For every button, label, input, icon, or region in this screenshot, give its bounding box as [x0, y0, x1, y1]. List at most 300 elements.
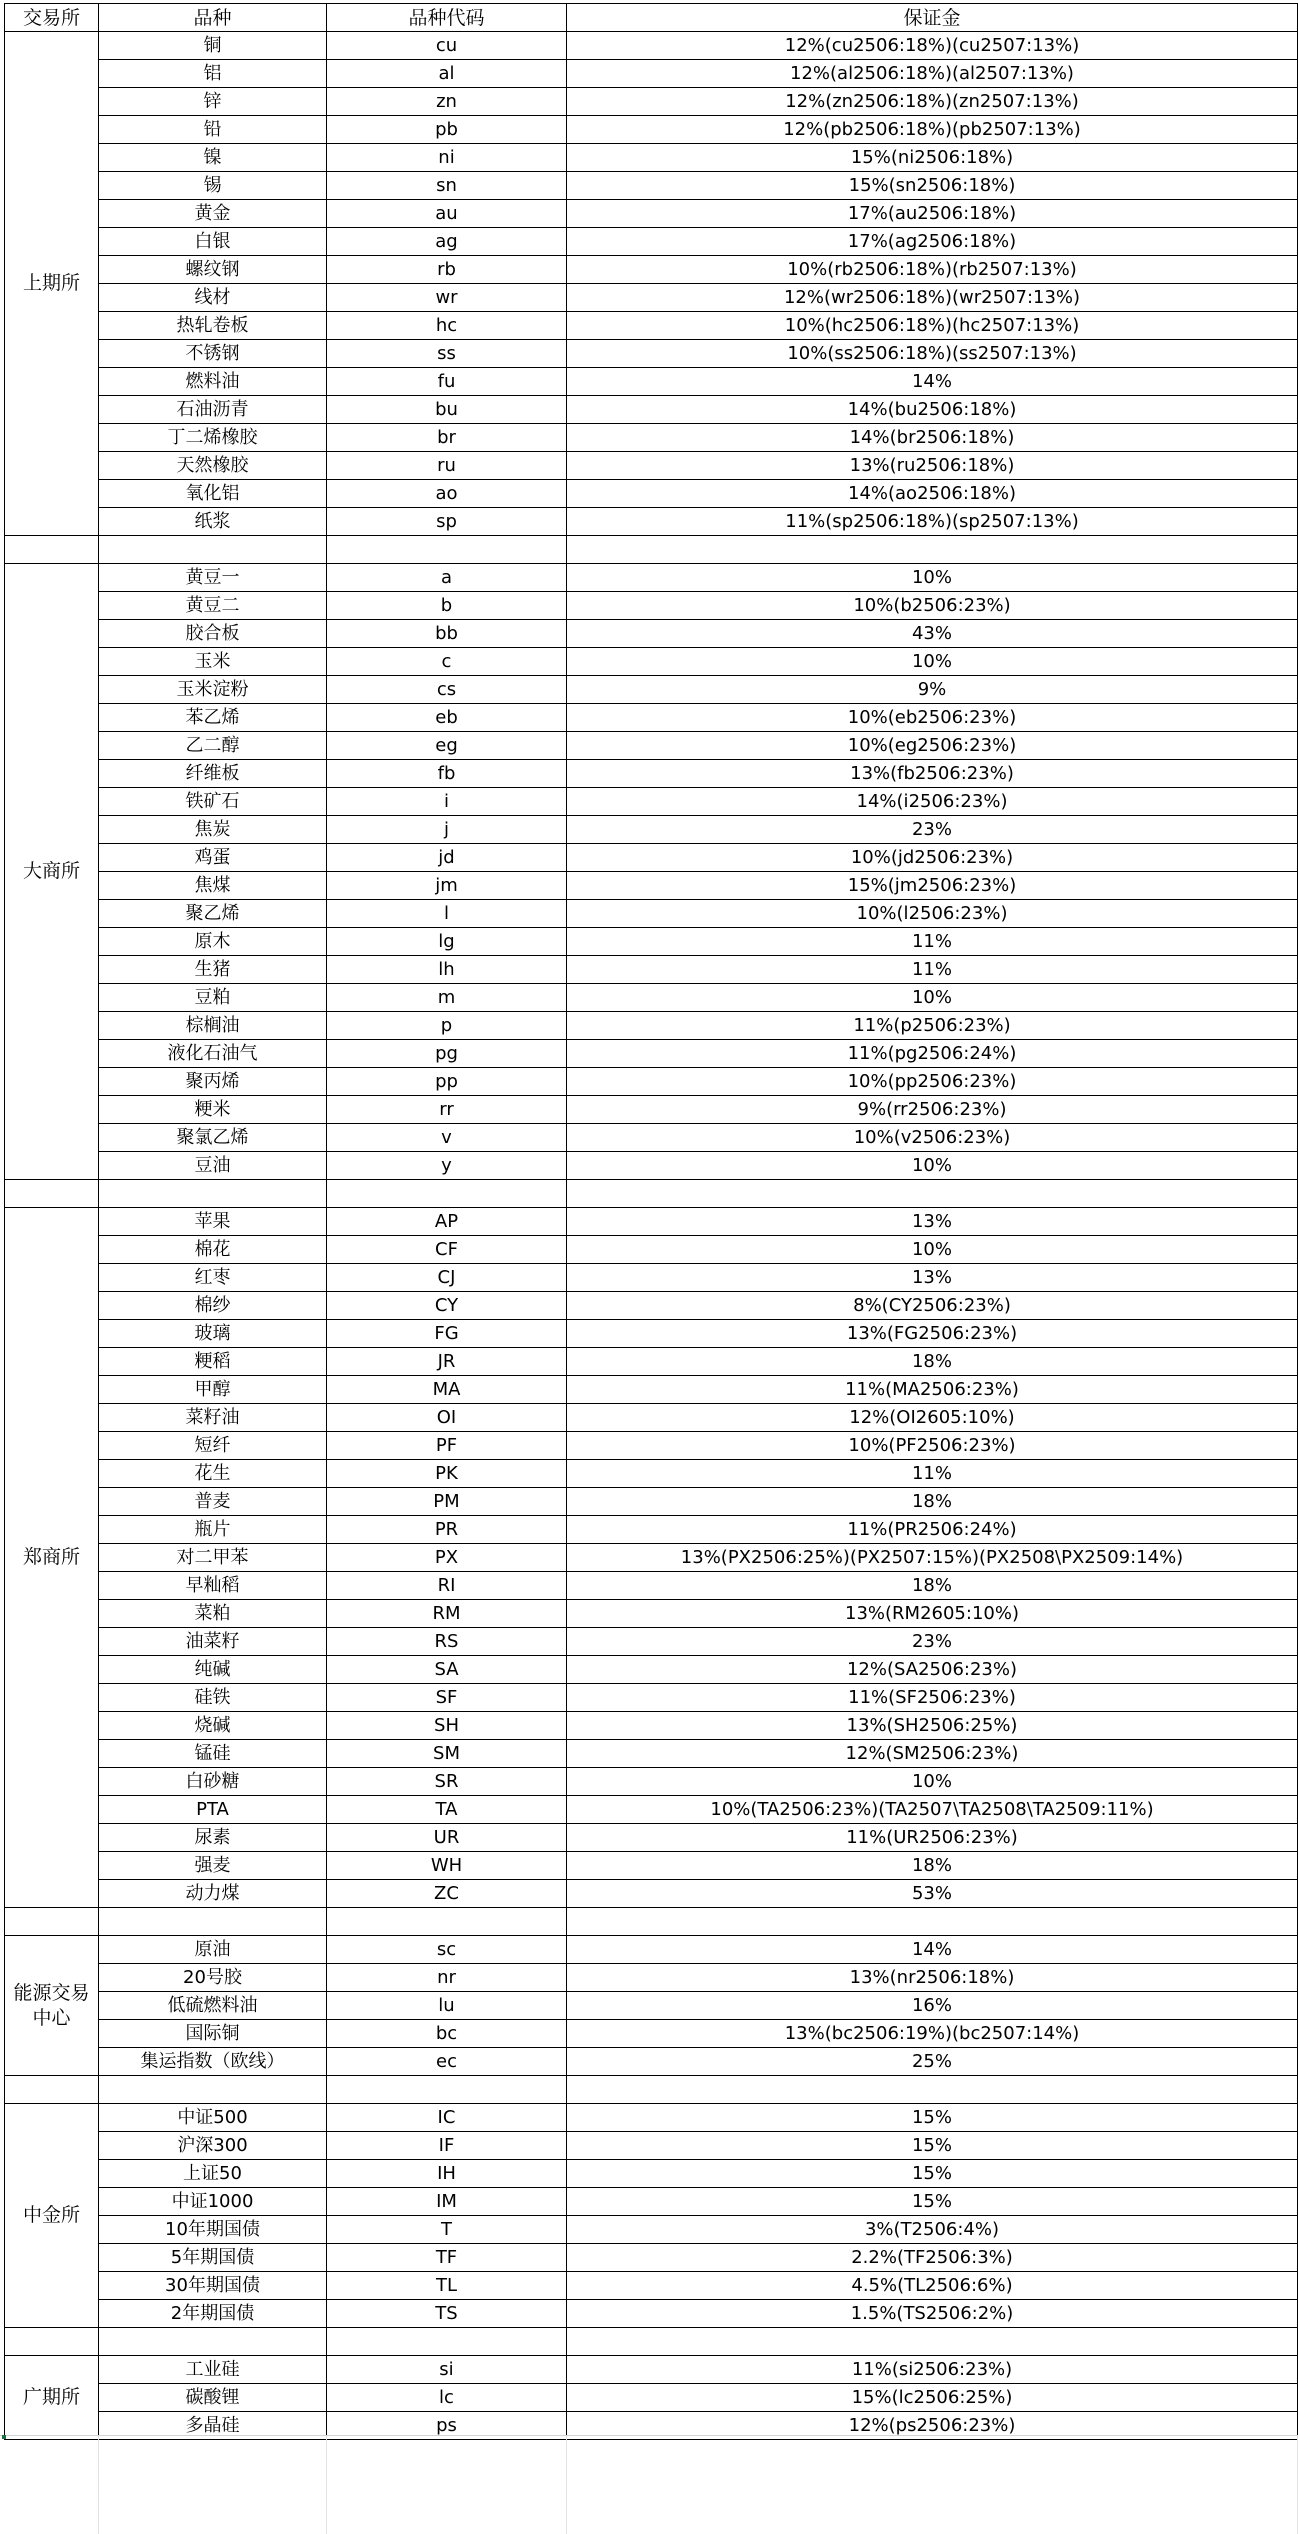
product-name-cell[interactable]: 短纤 [99, 1432, 327, 1460]
product-code-cell[interactable]: l [327, 900, 567, 928]
product-name-cell[interactable]: 豆粕 [99, 984, 327, 1012]
margin-cell[interactable]: 15%(sn2506:18%) [567, 172, 1298, 200]
margin-cell[interactable]: 11%(si2506:23%) [567, 2356, 1298, 2384]
margin-cell[interactable]: 10%(b2506:23%) [567, 592, 1298, 620]
table-row [5, 928, 1298, 956]
product-code-cell[interactable]: p [327, 1012, 567, 1040]
margin-cell[interactable]: 17%(ag2506:18%) [567, 228, 1298, 256]
margin-cell[interactable]: 14% [567, 1936, 1298, 1964]
product-name-cell[interactable]: 玻璃 [99, 1320, 327, 1348]
margin-cell[interactable]: 10%(l2506:23%) [567, 900, 1298, 928]
product-code-cell[interactable]: pb [327, 116, 567, 144]
product-code-cell[interactable]: hc [327, 312, 567, 340]
product-code-cell[interactable]: MA [327, 1376, 567, 1404]
product-code-cell[interactable]: lg [327, 928, 567, 956]
margin-cell[interactable]: 13%(nr2506:18%) [567, 1964, 1298, 1992]
product-name-cell[interactable]: 燃料油 [99, 368, 327, 396]
product-code-cell[interactable]: ss [327, 340, 567, 368]
product-code-cell[interactable]: TF [327, 2244, 567, 2272]
margin-cell[interactable]: 12%(zn2506:18%)(zn2507:13%) [567, 88, 1298, 116]
margin-cell[interactable]: 10%(jd2506:23%) [567, 844, 1298, 872]
margin-cell[interactable]: 1.5%(TS2506:2%) [567, 2300, 1298, 2328]
margin-cell[interactable]: 18% [567, 1488, 1298, 1516]
product-name-cell[interactable]: 鸡蛋 [99, 844, 327, 872]
product-code-cell[interactable]: si [327, 2356, 567, 2384]
product-code-cell[interactable]: ag [327, 228, 567, 256]
product-name-cell[interactable]: 甲醇 [99, 1376, 327, 1404]
product-code-cell[interactable]: y [327, 1152, 567, 1180]
margin-cell[interactable]: 10%(pp2506:23%) [567, 1068, 1298, 1096]
margin-cell[interactable]: 10% [567, 1768, 1298, 1796]
margin-cell[interactable]: 13%(SH2506:25%) [567, 1712, 1298, 1740]
product-name-cell[interactable]: 黄豆二 [99, 592, 327, 620]
margin-cell[interactable]: 10%(eg2506:23%) [567, 732, 1298, 760]
product-name-cell[interactable]: 低硫燃料油 [99, 1992, 327, 2020]
product-name-cell[interactable]: 不锈钢 [99, 340, 327, 368]
table-row [5, 1852, 1298, 1880]
product-name-cell[interactable]: 线材 [99, 284, 327, 312]
table-row [5, 2300, 1298, 2328]
margin-cell[interactable]: 10%(TA2506:23%)(TA2507\TA2508\TA2509:11%) [567, 1796, 1298, 1824]
product-code-cell[interactable]: a [327, 564, 567, 592]
product-code-cell[interactable]: ps [327, 2412, 567, 2440]
empty-cell[interactable] [99, 1180, 327, 1208]
table-row [5, 788, 1298, 816]
product-name-cell[interactable]: 2年期国债 [99, 2300, 327, 2328]
margin-cell[interactable]: 13%(FG2506:23%) [567, 1320, 1298, 1348]
margin-cell[interactable]: 15% [567, 2188, 1298, 2216]
margin-cell[interactable]: 18% [567, 1348, 1298, 1376]
product-name-cell[interactable]: 中证500 [99, 2104, 327, 2132]
exchange-cell[interactable]: 大商所 [5, 564, 99, 1180]
product-code-cell[interactable]: wr [327, 284, 567, 312]
product-name-cell[interactable]: 硅铁 [99, 1684, 327, 1712]
margin-cell[interactable]: 10%(ss2506:18%)(ss2507:13%) [567, 340, 1298, 368]
product-code-cell[interactable]: AP [327, 1208, 567, 1236]
margin-cell[interactable]: 10%(eb2506:23%) [567, 704, 1298, 732]
table-row [5, 1964, 1298, 1992]
product-code-cell[interactable]: cs [327, 676, 567, 704]
table-row [5, 1796, 1298, 1824]
product-code-cell[interactable]: IM [327, 2188, 567, 2216]
product-code-cell[interactable]: lh [327, 956, 567, 984]
margin-cell[interactable]: 14% [567, 368, 1298, 396]
product-name-cell[interactable]: 苯乙烯 [99, 704, 327, 732]
margin-cell[interactable]: 15%(ni2506:18%) [567, 144, 1298, 172]
margin-cell[interactable]: 16% [567, 1992, 1298, 2020]
empty-cell[interactable] [567, 536, 1298, 564]
product-code-cell[interactable]: PM [327, 1488, 567, 1516]
product-name-cell[interactable]: 多晶硅 [99, 2412, 327, 2440]
product-code-cell[interactable]: CY [327, 1292, 567, 1320]
product-name-cell[interactable]: 玉米 [99, 648, 327, 676]
product-code-cell[interactable]: jd [327, 844, 567, 872]
margin-cell[interactable]: 11%(SF2506:23%) [567, 1684, 1298, 1712]
margin-cell[interactable]: 14%(bu2506:18%) [567, 396, 1298, 424]
product-name-cell[interactable]: 早籼稻 [99, 1572, 327, 1600]
table-row [5, 1992, 1298, 2020]
product-name-cell[interactable]: 红枣 [99, 1264, 327, 1292]
product-code-cell[interactable]: T [327, 2216, 567, 2244]
margin-cell[interactable]: 15% [567, 2132, 1298, 2160]
product-name-cell[interactable]: 普麦 [99, 1488, 327, 1516]
product-name-cell[interactable]: 焦煤 [99, 872, 327, 900]
exchange-cell[interactable]: 能源交易中心 [5, 1936, 99, 2076]
empty-cell[interactable] [5, 536, 99, 564]
margin-cell[interactable]: 11%(PR2506:24%) [567, 1516, 1298, 1544]
margin-cell[interactable]: 14%(i2506:23%) [567, 788, 1298, 816]
header-margin[interactable]: 保证金 [567, 4, 1298, 32]
product-code-cell[interactable]: j [327, 816, 567, 844]
empty-cell[interactable] [5, 2328, 99, 2356]
margin-cell[interactable]: 11%(pg2506:24%) [567, 1040, 1298, 1068]
product-code-cell[interactable]: eg [327, 732, 567, 760]
product-name-cell[interactable]: 瓶片 [99, 1516, 327, 1544]
product-name-cell[interactable]: 碳酸锂 [99, 2384, 327, 2412]
product-code-cell[interactable]: SA [327, 1656, 567, 1684]
product-name-cell[interactable]: 天然橡胶 [99, 452, 327, 480]
margin-cell[interactable]: 12%(SM2506:23%) [567, 1740, 1298, 1768]
empty-cell[interactable] [567, 1908, 1298, 1936]
margin-cell[interactable]: 10% [567, 1152, 1298, 1180]
margin-cell[interactable]: 11%(p2506:23%) [567, 1012, 1298, 1040]
margin-cell[interactable]: 10% [567, 1236, 1298, 1264]
product-name-cell[interactable]: 原木 [99, 928, 327, 956]
margin-cell[interactable]: 3%(T2506:4%) [567, 2216, 1298, 2244]
product-code-cell[interactable]: ec [327, 2048, 567, 2076]
product-name-cell[interactable]: 20号胶 [99, 1964, 327, 1992]
product-name-cell[interactable]: 白砂糖 [99, 1768, 327, 1796]
product-code-cell[interactable]: eb [327, 704, 567, 732]
table-row [5, 1600, 1298, 1628]
margin-cell[interactable]: 12%(wr2506:18%)(wr2507:13%) [567, 284, 1298, 312]
cell-cursor-marker [2, 2435, 6, 2439]
margin-cell[interactable]: 12%(ps2506:23%) [567, 2412, 1298, 2440]
product-code-cell[interactable]: SF [327, 1684, 567, 1712]
product-code-cell[interactable]: sn [327, 172, 567, 200]
margin-cell[interactable]: 23% [567, 816, 1298, 844]
product-code-cell[interactable]: TS [327, 2300, 567, 2328]
product-name-cell[interactable]: 氧化铝 [99, 480, 327, 508]
product-code-cell[interactable]: lc [327, 2384, 567, 2412]
product-name-cell[interactable]: 丁二烯橡胶 [99, 424, 327, 452]
margin-cell[interactable]: 10%(PF2506:23%) [567, 1432, 1298, 1460]
exchange-cell[interactable]: 郑商所 [5, 1208, 99, 1908]
table-row [5, 172, 1298, 200]
product-code-cell[interactable]: WH [327, 1852, 567, 1880]
product-code-cell[interactable]: SH [327, 1712, 567, 1740]
product-code-cell[interactable]: c [327, 648, 567, 676]
table-row [5, 1376, 1298, 1404]
product-code-cell[interactable]: v [327, 1124, 567, 1152]
product-code-cell[interactable]: JR [327, 1348, 567, 1376]
exchange-cell[interactable]: 广期所 [5, 2356, 99, 2440]
table-row [5, 1292, 1298, 1320]
product-code-cell[interactable]: RI [327, 1572, 567, 1600]
empty-cell[interactable] [327, 1180, 567, 1208]
product-name-cell[interactable]: 中证1000 [99, 2188, 327, 2216]
product-name-cell[interactable]: 棉纱 [99, 1292, 327, 1320]
table-row [5, 1684, 1298, 1712]
margin-cell[interactable]: 13% [567, 1264, 1298, 1292]
margin-cell[interactable]: 11% [567, 956, 1298, 984]
product-name-cell[interactable]: 铜 [99, 32, 327, 60]
product-code-cell[interactable]: SR [327, 1768, 567, 1796]
product-code-cell[interactable]: TL [327, 2272, 567, 2300]
product-name-cell[interactable]: 粳米 [99, 1096, 327, 1124]
product-code-cell[interactable]: ZC [327, 1880, 567, 1908]
margin-table [4, 3, 1298, 2440]
product-name-cell[interactable]: 黄豆一 [99, 564, 327, 592]
margin-cell[interactable]: 14%(ao2506:18%) [567, 480, 1298, 508]
product-name-cell[interactable]: 烧碱 [99, 1712, 327, 1740]
product-name-cell[interactable]: 铁矿石 [99, 788, 327, 816]
empty-sheet-area[interactable] [0, 2435, 1298, 2534]
product-name-cell[interactable]: 纸浆 [99, 508, 327, 536]
empty-cell[interactable] [99, 2328, 327, 2356]
product-name-cell[interactable]: 乙二醇 [99, 732, 327, 760]
margin-cell[interactable]: 11%(sp2506:18%)(sp2507:13%) [567, 508, 1298, 536]
product-name-cell[interactable]: 5年期国债 [99, 2244, 327, 2272]
header-exchange[interactable]: 交易所 [5, 4, 99, 32]
product-code-cell[interactable]: i [327, 788, 567, 816]
margin-cell[interactable]: 13%(fb2506:23%) [567, 760, 1298, 788]
product-name-cell[interactable]: 白银 [99, 228, 327, 256]
margin-cell[interactable]: 53% [567, 1880, 1298, 1908]
product-code-cell[interactable]: br [327, 424, 567, 452]
margin-cell[interactable]: 14%(br2506:18%) [567, 424, 1298, 452]
product-code-cell[interactable]: PR [327, 1516, 567, 1544]
margin-cell[interactable]: 4.5%(TL2506:6%) [567, 2272, 1298, 2300]
empty-cell[interactable] [99, 1908, 327, 1936]
margin-cell[interactable]: 10% [567, 648, 1298, 676]
product-name-cell[interactable]: 胶合板 [99, 620, 327, 648]
product-name-cell[interactable]: 聚氯乙烯 [99, 1124, 327, 1152]
margin-cell[interactable]: 11%(UR2506:23%) [567, 1824, 1298, 1852]
margin-cell[interactable]: 23% [567, 1628, 1298, 1656]
product-code-cell[interactable]: RS [327, 1628, 567, 1656]
margin-cell[interactable]: 9%(rr2506:23%) [567, 1096, 1298, 1124]
product-name-cell[interactable]: 锰硅 [99, 1740, 327, 1768]
table-row [5, 200, 1298, 228]
product-name-cell[interactable]: 锌 [99, 88, 327, 116]
empty-cell[interactable] [99, 2076, 327, 2104]
product-code-cell[interactable]: CJ [327, 1264, 567, 1292]
margin-cell[interactable]: 12%(OI2605:10%) [567, 1404, 1298, 1432]
table-row [5, 1712, 1298, 1740]
exchange-cell[interactable]: 上期所 [5, 32, 99, 536]
margin-cell[interactable]: 15% [567, 2160, 1298, 2188]
empty-cell[interactable] [5, 1180, 99, 1208]
product-name-cell[interactable]: 聚丙烯 [99, 1068, 327, 1096]
empty-cell[interactable] [327, 1908, 567, 1936]
product-code-cell[interactable]: sc [327, 1936, 567, 1964]
margin-cell[interactable]: 15%(lc2506:25%) [567, 2384, 1298, 2412]
product-name-cell[interactable]: 上证50 [99, 2160, 327, 2188]
product-name-cell[interactable]: 玉米淀粉 [99, 676, 327, 704]
empty-cell[interactable] [327, 2328, 567, 2356]
product-code-cell[interactable]: al [327, 60, 567, 88]
product-code-cell[interactable]: RM [327, 1600, 567, 1628]
margin-cell[interactable]: 17%(au2506:18%) [567, 200, 1298, 228]
product-code-cell[interactable]: pp [327, 1068, 567, 1096]
product-name-cell[interactable]: PTA [99, 1796, 327, 1824]
header-code[interactable]: 品种代码 [327, 4, 567, 32]
product-name-cell[interactable]: 花生 [99, 1460, 327, 1488]
product-code-cell[interactable]: IF [327, 2132, 567, 2160]
table-row [5, 396, 1298, 424]
margin-cell[interactable]: 10% [567, 564, 1298, 592]
margin-cell[interactable]: 15% [567, 2104, 1298, 2132]
margin-cell[interactable]: 12%(cu2506:18%)(cu2507:13%) [567, 32, 1298, 60]
product-code-cell[interactable]: UR [327, 1824, 567, 1852]
product-code-cell[interactable]: rr [327, 1096, 567, 1124]
margin-cell[interactable]: 13%(bc2506:19%)(bc2507:14%) [567, 2020, 1298, 2048]
table-row [5, 2244, 1298, 2272]
table-row [5, 1152, 1298, 1180]
margin-cell[interactable]: 25% [567, 2048, 1298, 2076]
margin-cell[interactable]: 13%(ru2506:18%) [567, 452, 1298, 480]
product-code-cell[interactable]: PX [327, 1544, 567, 1572]
empty-cell[interactable] [99, 536, 327, 564]
product-name-cell[interactable]: 生猪 [99, 956, 327, 984]
product-code-cell[interactable]: IH [327, 2160, 567, 2188]
product-code-cell[interactable]: cu [327, 32, 567, 60]
product-name-cell[interactable]: 镍 [99, 144, 327, 172]
empty-cell[interactable] [567, 2328, 1298, 2356]
table-row [5, 1320, 1298, 1348]
product-code-cell[interactable]: bb [327, 620, 567, 648]
product-code-cell[interactable]: TA [327, 1796, 567, 1824]
product-code-cell[interactable]: ao [327, 480, 567, 508]
empty-cell[interactable] [5, 1908, 99, 1936]
product-name-cell[interactable]: 铅 [99, 116, 327, 144]
margin-cell[interactable]: 10%(v2506:23%) [567, 1124, 1298, 1152]
product-name-cell[interactable]: 热轧卷板 [99, 312, 327, 340]
product-name-cell[interactable]: 集运指数（欧线） [99, 2048, 327, 2076]
margin-cell[interactable]: 13%(PX2506:25%)(PX2507:15%)(PX2508\PX2509:14%) [567, 1544, 1298, 1572]
margin-cell[interactable]: 2.2%(TF2506:3%) [567, 2244, 1298, 2272]
margin-cell[interactable]: 18% [567, 1572, 1298, 1600]
product-code-cell[interactable]: zn [327, 88, 567, 116]
margin-table-body [5, 4, 1298, 2440]
product-name-cell[interactable]: 10年期国债 [99, 2216, 327, 2244]
margin-cell[interactable]: 18% [567, 1852, 1298, 1880]
product-name-cell[interactable]: 国际铜 [99, 2020, 327, 2048]
product-name-cell[interactable]: 苹果 [99, 1208, 327, 1236]
product-code-cell[interactable]: FG [327, 1320, 567, 1348]
margin-cell[interactable]: 11% [567, 1460, 1298, 1488]
product-code-cell[interactable]: jm [327, 872, 567, 900]
product-name-cell[interactable]: 30年期国债 [99, 2272, 327, 2300]
product-name-cell[interactable]: 纯碱 [99, 1656, 327, 1684]
margin-cell[interactable]: 10%(rb2506:18%)(rb2507:13%) [567, 256, 1298, 284]
empty-cell[interactable] [327, 536, 567, 564]
product-code-cell[interactable]: OI [327, 1404, 567, 1432]
product-code-cell[interactable]: au [327, 200, 567, 228]
product-name-cell[interactable]: 聚乙烯 [99, 900, 327, 928]
empty-cell[interactable] [567, 1180, 1298, 1208]
product-code-cell[interactable]: ru [327, 452, 567, 480]
product-code-cell[interactable]: m [327, 984, 567, 1012]
product-name-cell[interactable]: 黄金 [99, 200, 327, 228]
product-code-cell[interactable]: fb [327, 760, 567, 788]
product-code-cell[interactable]: b [327, 592, 567, 620]
product-code-cell[interactable]: bc [327, 2020, 567, 2048]
header-product[interactable]: 品种 [99, 4, 327, 32]
margin-cell[interactable]: 13% [567, 1208, 1298, 1236]
product-name-cell[interactable]: 液化石油气 [99, 1040, 327, 1068]
product-code-cell[interactable]: IC [327, 2104, 567, 2132]
margin-cell[interactable]: 10% [567, 984, 1298, 1012]
product-code-cell[interactable]: PF [327, 1432, 567, 1460]
table-row [5, 88, 1298, 116]
product-name-cell[interactable]: 原油 [99, 1936, 327, 1964]
product-code-cell[interactable]: ni [327, 144, 567, 172]
margin-cell[interactable]: 43% [567, 620, 1298, 648]
margin-cell[interactable]: 11% [567, 928, 1298, 956]
margin-cell[interactable]: 12%(SA2506:23%) [567, 1656, 1298, 1684]
product-name-cell[interactable]: 铝 [99, 60, 327, 88]
product-name-cell[interactable]: 油菜籽 [99, 1628, 327, 1656]
product-name-cell[interactable]: 棉花 [99, 1236, 327, 1264]
product-name-cell[interactable]: 焦炭 [99, 816, 327, 844]
empty-cell[interactable] [567, 2076, 1298, 2104]
product-name-cell[interactable]: 尿素 [99, 1824, 327, 1852]
product-name-cell[interactable]: 粳稻 [99, 1348, 327, 1376]
product-name-cell[interactable]: 对二甲苯 [99, 1544, 327, 1572]
table-row [5, 2356, 1298, 2384]
product-code-cell[interactable]: fu [327, 368, 567, 396]
product-code-cell[interactable]: rb [327, 256, 567, 284]
product-name-cell[interactable]: 棕榈油 [99, 1012, 327, 1040]
margin-cell[interactable]: 12%(al2506:18%)(al2507:13%) [567, 60, 1298, 88]
table-row [5, 1348, 1298, 1376]
margin-cell[interactable]: 15%(jm2506:23%) [567, 872, 1298, 900]
product-name-cell[interactable]: 动力煤 [99, 1880, 327, 1908]
product-name-cell[interactable]: 菜粕 [99, 1600, 327, 1628]
table-row [5, 900, 1298, 928]
product-name-cell[interactable]: 螺纹钢 [99, 256, 327, 284]
product-name-cell[interactable]: 锡 [99, 172, 327, 200]
product-name-cell[interactable]: 强麦 [99, 1852, 327, 1880]
product-code-cell[interactable]: PK [327, 1460, 567, 1488]
margin-cell[interactable]: 9% [567, 676, 1298, 704]
product-code-cell[interactable]: sp [327, 508, 567, 536]
margin-cell[interactable]: 8%(CY2506:23%) [567, 1292, 1298, 1320]
product-code-cell[interactable]: bu [327, 396, 567, 424]
product-code-cell[interactable]: nr [327, 1964, 567, 1992]
product-code-cell[interactable]: CF [327, 1236, 567, 1264]
product-name-cell[interactable]: 沪深300 [99, 2132, 327, 2160]
empty-cell[interactable] [327, 2076, 567, 2104]
product-code-cell[interactable]: lu [327, 1992, 567, 2020]
empty-cell[interactable] [5, 2076, 99, 2104]
product-name-cell[interactable]: 工业硅 [99, 2356, 327, 2384]
margin-cell[interactable]: 11%(MA2506:23%) [567, 1376, 1298, 1404]
exchange-cell[interactable]: 中金所 [5, 2104, 99, 2328]
product-name-cell[interactable]: 豆油 [99, 1152, 327, 1180]
product-code-cell[interactable]: pg [327, 1040, 567, 1068]
product-name-cell[interactable]: 菜籽油 [99, 1404, 327, 1432]
margin-cell[interactable]: 13%(RM2605:10%) [567, 1600, 1298, 1628]
margin-cell[interactable]: 12%(pb2506:18%)(pb2507:13%) [567, 116, 1298, 144]
product-name-cell[interactable]: 纤维板 [99, 760, 327, 788]
product-name-cell[interactable]: 石油沥青 [99, 396, 327, 424]
margin-cell[interactable]: 10%(hc2506:18%)(hc2507:13%) [567, 312, 1298, 340]
table-row [5, 732, 1298, 760]
product-code-cell[interactable]: SM [327, 1740, 567, 1768]
